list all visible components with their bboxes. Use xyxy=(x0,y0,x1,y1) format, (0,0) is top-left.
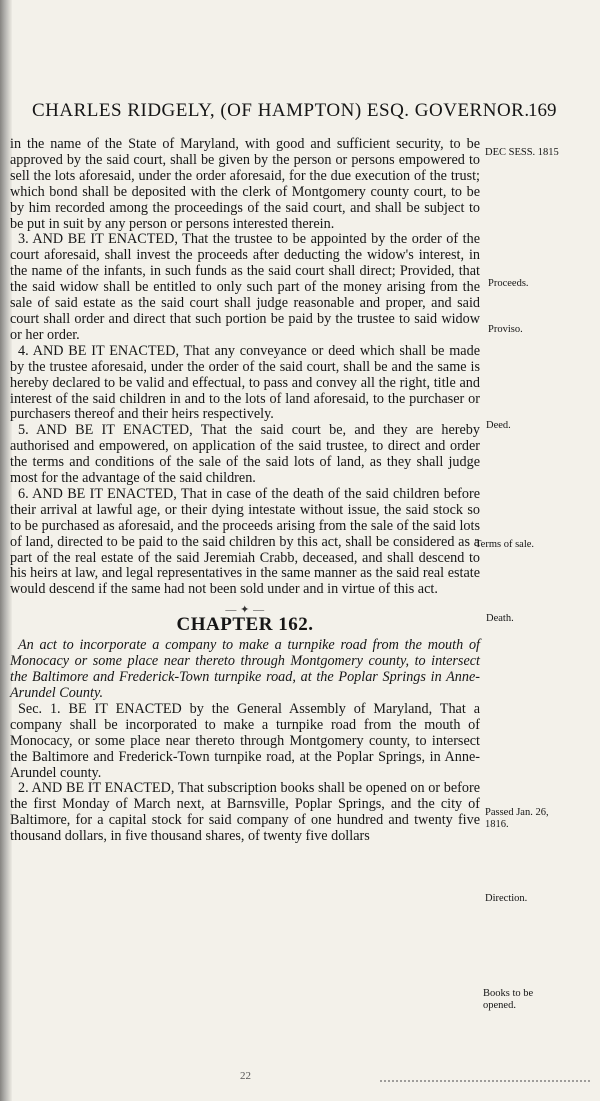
paragraph-sec-1: Sec. 1. BE IT ENACTED by the General Assembly of Maryland, That a company shall be incorporated to make a turnpike road from the mouth of Monocacy, or some place near thereto through Montgomery county, to intersect the Baltimore and Frederick-Town turnpike road, at the Poplar Springs, in Anne-Arundel county. xyxy=(10,700,480,781)
margin-note-direction: Direction. xyxy=(485,893,528,904)
margin-note-deed: Deed. xyxy=(486,420,511,431)
margin-note-terms-of-sale: Terms of sale. xyxy=(475,539,535,550)
chapter-heading-text: CHAPTER 162. xyxy=(176,614,314,636)
signature-mark: 22 xyxy=(240,1070,251,1082)
running-title: CHARLES RIDGELY, (OF HAMPTON) ESQ. GOVERNOR. xyxy=(32,100,530,121)
chapter-heading xyxy=(10,606,480,636)
margin-note-books: Books to be opened. xyxy=(483,988,534,1011)
margin-note-death: Death. xyxy=(486,613,514,624)
paragraph-section-3: 3. AND BE IT ENACTED, That the trustee to be appointed by the order of the court aforesaid, shall invest the proceeds after deducting the widow's interest, in the name of the infants, in such funds as the said court shall direct; Provided, that the said widow shall be entitled to only such part of the money arising from the sale of said estate as the said court shall judge reasonable and proper, and said court shall order and direct that such portion be paid by the trustee to said widow or her order. xyxy=(10,231,480,343)
page-header xyxy=(0,100,600,134)
paragraph-section-6: 6. AND BE IT ENACTED, That in case of the death of the said children before their arrival at lawful age, or their dying intestate without issue, the said stock so to be purchased as aforesaid, and the proceeds arising from the sale of the said lots of land, directed to be paid to the said children by this act, shall be considered as a part of the real estate of the said Jeremiah Crabb, deceased, and shall descend to his heirs at law, and legal representatives in the same manner as the said real estate would descend if the same had not been sold under and in virtue of this act. xyxy=(10,485,480,598)
paragraph-section-5: 5. AND BE IT ENACTED, That the said court be, and they are hereby authorised and empowered, on application of the said trustee, to direct and order the terms and conditions of the sale of the said lots of land, as they shall judge most for the advantage of the said children. xyxy=(10,422,480,487)
act-title: An act to incorporate a company to make a turnpike road from the mouth of Monocacy or some place near thereto through Montgomery county, to intersect the Baltimore and Frederick-Town turnpike road, at the Poplar Springs in Anne-Arundel County. xyxy=(10,637,480,701)
paragraph-sec-2: 2. AND BE IT ENACTED, That subscription books shall be opened on or before the first Monday of March next, at Barnsville, Poplar Springs, and the city of Baltimore, for a capital stock for said company of one hundred and twenty five thousand dollars, in five thousand shares, of twenty five dollars xyxy=(10,780,480,845)
margin-note-proviso: Proviso. xyxy=(488,324,523,335)
bottom-scan-noise xyxy=(380,1080,590,1088)
margin-note-session: DEC SESS. 1815 xyxy=(485,147,559,158)
page-number: 169 xyxy=(528,100,557,121)
chapter-ornament: — ✦ — xyxy=(225,604,265,617)
margin-note-proceeds: Proceeds. xyxy=(488,278,529,289)
margin-note-passed: Passed Jan. 26, 1816. xyxy=(485,807,549,830)
paragraph-section-4: 4. AND BE IT ENACTED, That any conveyance or deed which shall be made by the trustee aforesaid, under the order of the said court, shall be and the same is hereby declared to be valid and effectual, to pass and convey all the right, title and interest of the said children in and to the lots of land aforesaid, to the purchaser or purchasers thereof and their heirs respectively. xyxy=(10,342,480,423)
main-text-column xyxy=(10,137,480,845)
paragraph-bond: in the name of the State of Maryland, with good and sufficient security, to be approved by the said court, shall be given by the person or persons empowered to sell the lots aforesaid, under the order aforesaid, for the due execution of the trust; which bond shall be deposited with the clerk of Montgomery county court, to be by him recorded among the proceedings of the said court, and shall be subject to be put in suit by any person or persons interested therein. xyxy=(10,136,480,232)
